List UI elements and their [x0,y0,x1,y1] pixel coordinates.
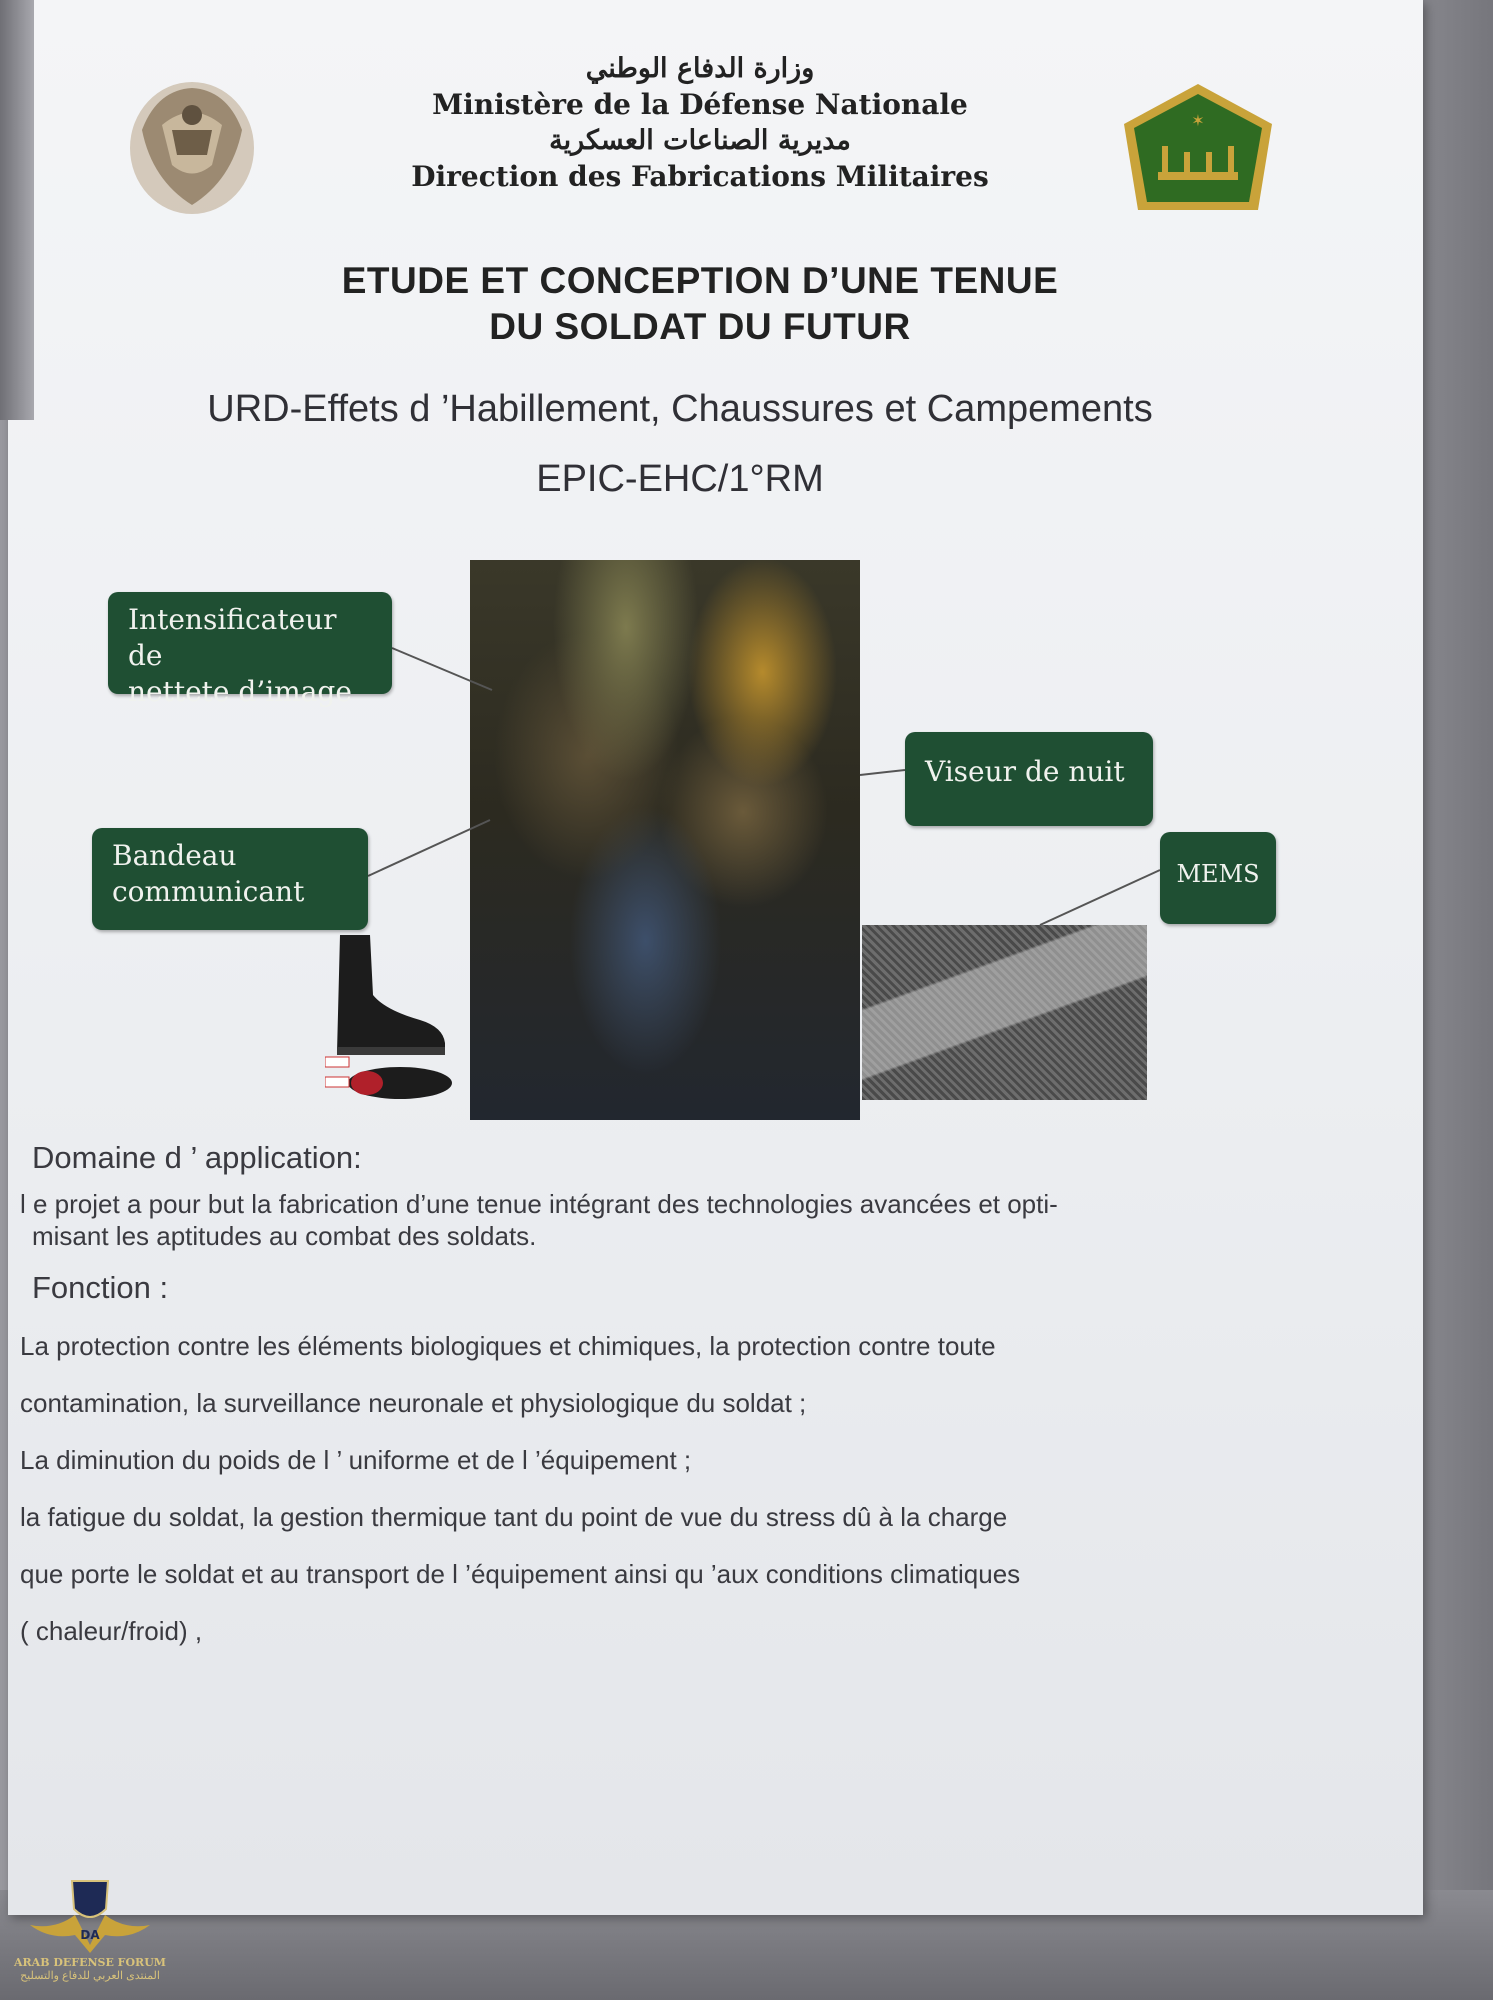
label-mems [1160,832,1276,924]
ministry-name-fr: Ministère de la Défense Nationale [432,88,968,121]
svg-text:✶: ✶ [1191,111,1205,130]
fonction-line: que porte le soldat et au transport de l ’équipement ainsi qu ’aux conditions climatiques [20,1559,1021,1589]
label-bandeau-line-1: Bandeau [112,839,237,872]
domaine-text-line-2: misant les aptitudes au combat des soldats. [32,1221,537,1251]
direction-name-ar: مديرية الصناعات العسكرية [549,125,851,156]
label-bandeau-line-2: communicant [112,875,305,908]
forum-logo-letters: DA [80,1928,100,1942]
ministry-header [340,52,1060,196]
unit-code: EPIC-EHC/1°RM [536,458,824,500]
soldier-photo [470,560,860,1120]
eagle-seal-icon [112,70,272,220]
boot-icon [325,935,455,1105]
fonction-line: la fatigue du soldat, la gestion thermique tant du point de vue du stress dû à la charge [20,1502,1008,1532]
forum-name: ARAB DEFENSE FORUM [14,1956,166,1969]
ministry-name-ar: وزارة الدفاع الوطني [585,53,815,84]
domaine-heading: Domaine d ’ application: [32,1140,362,1175]
domaine-text-line-1: l e projet a pour but la fabrication d’une tenue intégrant des technologies avancées et opti- [20,1189,1058,1219]
domaine-text [20,1188,1310,1252]
forum-shield-icon [20,1875,160,1955]
label-intensificateur-line-1: Intensificateur de [128,603,337,672]
forum-name-ar: المنتدى العربي للدفاع والتسليح [20,1970,160,1982]
fonction-heading: Fonction : [32,1270,169,1305]
dfm-emblem-icon [1118,80,1278,215]
label-intensificateur [108,592,392,708]
watermark [10,1875,170,1995]
poster-body [20,1140,1310,1660]
fonction-line: La diminution du poids de l ’ uniforme et de l ’équipement ; [20,1445,692,1475]
unit-subtitle: URD-Effets d ’Habillement, Chaussures et Campements [207,388,1153,430]
direction-name-fr: Direction des Fabrications Militaires [411,160,989,193]
label-mems-text: MEMS [1176,860,1260,888]
label-intensificateur-line-2: nettete d’image [128,675,352,708]
mems-chip-photo [862,925,1147,1100]
title-line-1: ETUDE ET CONCEPTION D’UNE TENUE [341,260,1059,301]
label-bandeau [92,828,368,930]
title-line-2: DU SOLDAT DU FUTUR [489,306,911,347]
fonction-line: La protection contre les éléments biologiques et chimiques, la protection contre toute [20,1331,996,1361]
label-viseur-text: Viseur de nuit [925,755,1125,788]
background-wall-left [0,0,34,420]
label-viseur [905,732,1153,826]
poster-title [240,258,1160,350]
fonction-list [20,1318,1310,1660]
fonction-line: ( chaleur/froid) , [20,1616,203,1646]
fonction-line: contamination, la surveillance neuronale et physiologique du soldat ; [20,1388,807,1418]
